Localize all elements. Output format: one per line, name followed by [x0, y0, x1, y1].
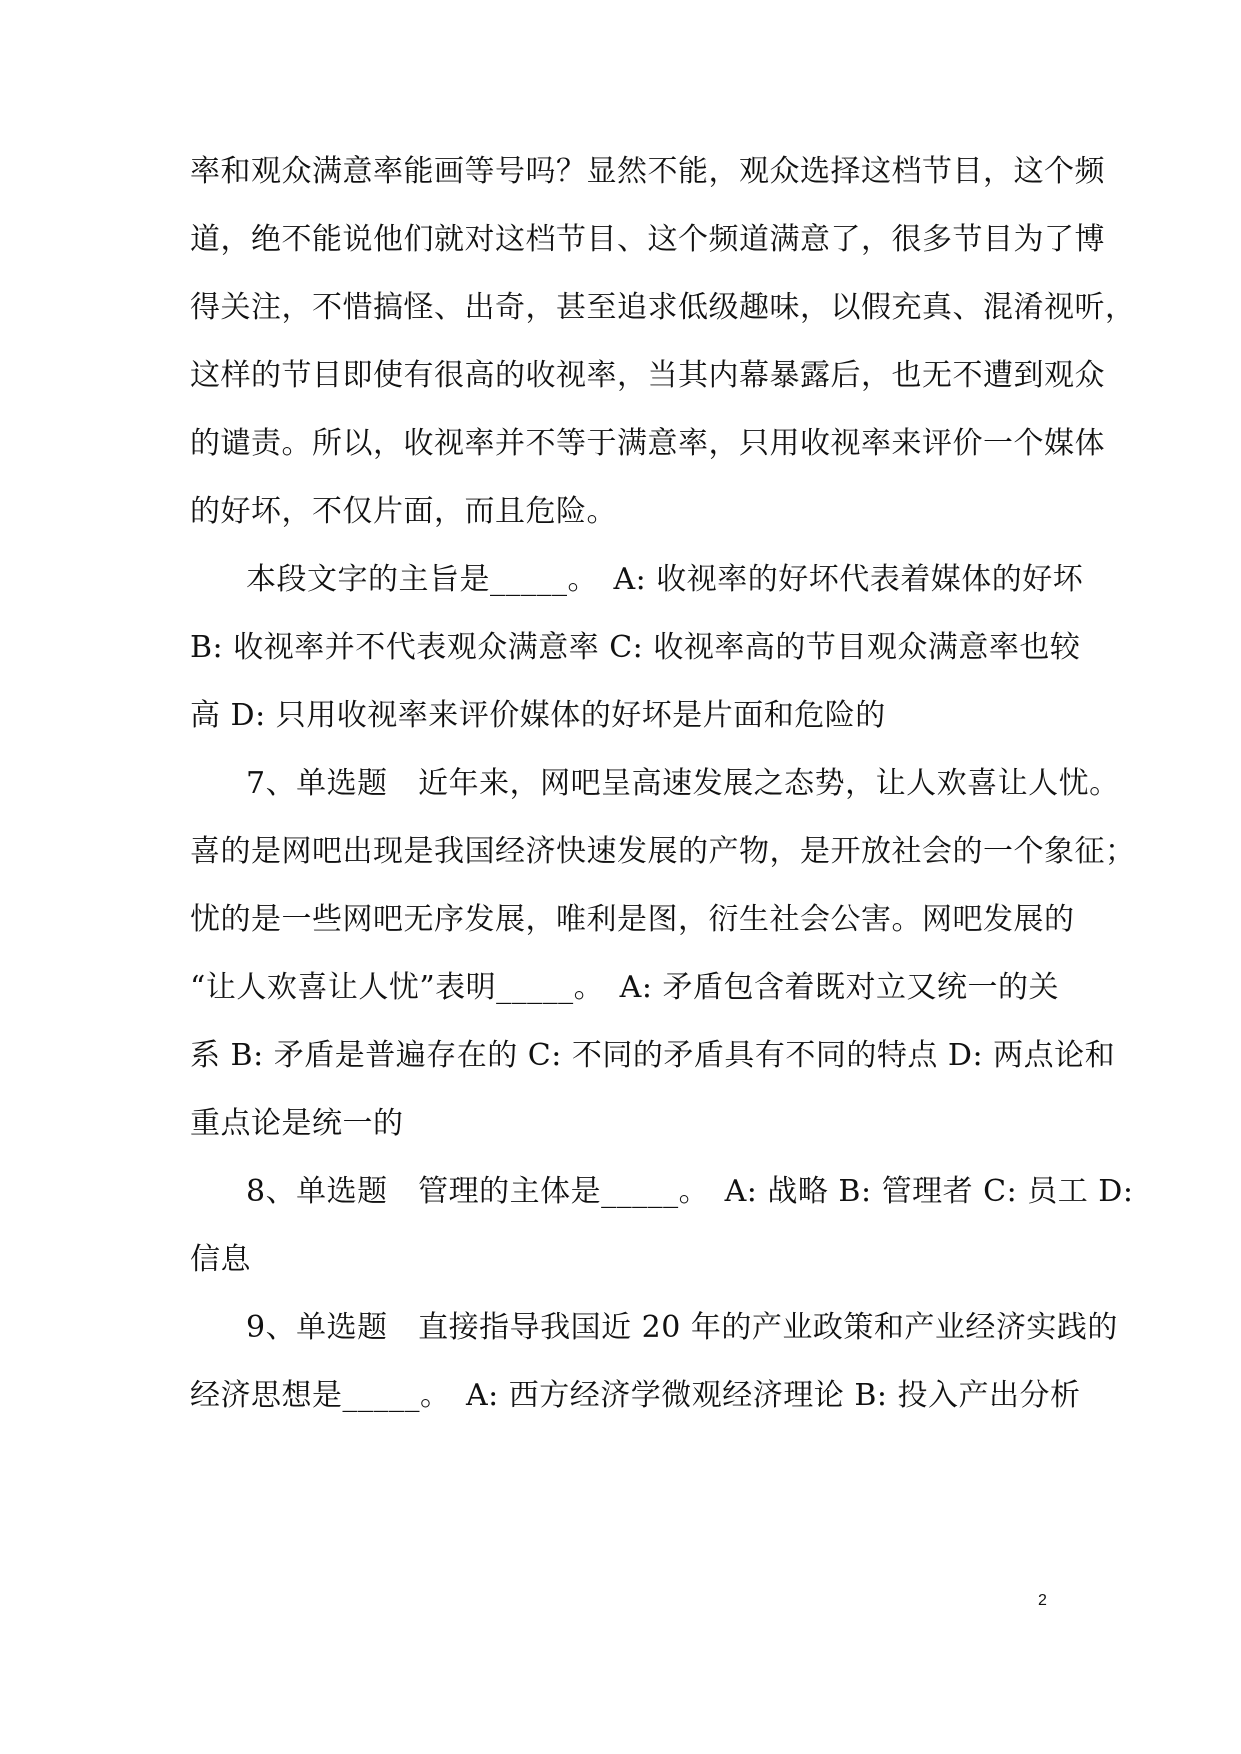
text-line: 高 D: 只用收视率来评价媒体的好坏是片面和危险的 — [190, 698, 886, 733]
text-line: 的谴责。所以，收视率并不等于满意率，只用收视率来评价一个媒体 — [190, 426, 1105, 461]
question-7: 7、单选题 近年来，网吧呈高速发展之态势，让人欢喜让人忧。 — [246, 766, 1120, 801]
question-stem: 本段文字的主旨是_____。 A: 收视率的好坏代表着媒体的好坏 — [246, 562, 1084, 597]
text-line: 率和观众满意率能画等号吗？显然不能，观众选择这档节目，这个频 — [190, 154, 1105, 189]
question-9: 9、单选题 直接指导我国近 20 年的产业政策和产业经济实践的 — [246, 1310, 1118, 1345]
text-line: B: 收视率并不代表观众满意率 C: 收视率高的节目观众满意率也较 — [190, 630, 1081, 665]
text-line: 系 B: 矛盾是普遍存在的 C: 不同的矛盾具有不同的特点 D: 两点论和 — [190, 1038, 1116, 1073]
text-line: 道，绝不能说他们就对这档节目、这个频道满意了，很多节目为了博 — [190, 222, 1105, 257]
text-line: 的好坏，不仅片面，而且危险。 — [190, 494, 617, 529]
text-line: 信息 — [190, 1242, 251, 1277]
text-line: 这样的节目即使有很高的收视率，当其内幕暴露后，也无不遭到观众 — [190, 358, 1105, 393]
text-line: 经济思想是_____。 A: 西方经济学微观经济理论 B: 投入产出分析 — [190, 1378, 1081, 1413]
text-line: 得关注，不惜搞怪、出奇，甚至追求低级趣味，以假充真、混淆视听， — [190, 290, 1136, 325]
question-8: 8、单选题 管理的主体是_____。 A: 战略 B: 管理者 C: 员工 D: — [246, 1174, 1134, 1209]
page-number: 2 — [1038, 1592, 1047, 1609]
text-line: 重点论是统一的 — [190, 1106, 404, 1141]
text-line: 喜的是网吧出现是我国经济快速发展的产物，是开放社会的一个象征； — [190, 834, 1136, 869]
text-line: 忧的是一些网吧无序发展，唯利是图，衍生社会公害。网吧发展的 — [190, 902, 1075, 937]
text-line: “让人欢喜让人忧”表明_____。 A: 矛盾包含着既对立又统一的关 — [190, 970, 1059, 1005]
